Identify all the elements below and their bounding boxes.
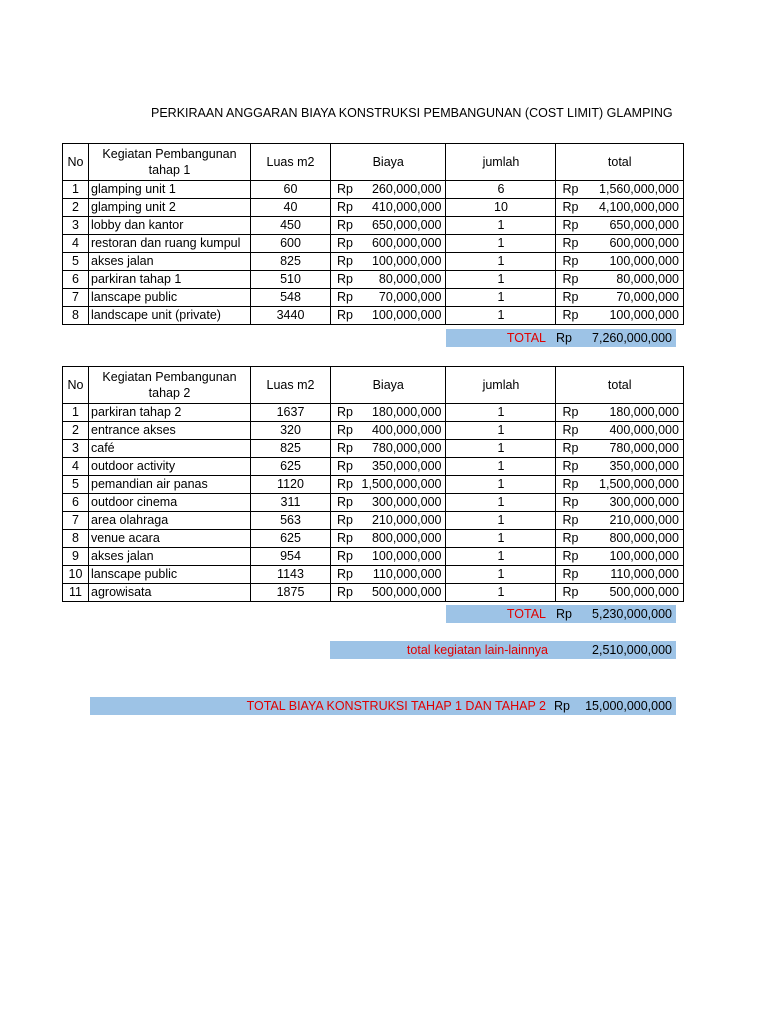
row-jumlah: 1 (446, 253, 556, 271)
row-no: 8 (63, 307, 89, 325)
table-row (63, 548, 684, 566)
row-biaya: 180,000,000 (355, 404, 446, 422)
row-no: 11 (63, 584, 89, 602)
row-biaya: 80,000,000 (355, 271, 446, 289)
row-biaya: 100,000,000 (355, 307, 446, 325)
header-kegiatan: Kegiatan Pembangunan tahap 1 (89, 144, 251, 181)
row-total-currency: Rp (556, 235, 580, 253)
row-total: 100,000,000 (580, 548, 683, 566)
row-biaya: 210,000,000 (355, 512, 446, 530)
row-total: 80,000,000 (580, 271, 683, 289)
header-kegiatan: Kegiatan Pembangunan tahap 2 (89, 367, 251, 404)
table-row (63, 584, 684, 602)
table-row (63, 404, 684, 422)
row-biaya: 1,500,000,000 (355, 476, 446, 494)
row-total: 100,000,000 (580, 253, 683, 271)
row-luas: 563 (251, 512, 331, 530)
row-kegiatan: lanscape public (89, 566, 251, 584)
row-kegiatan: glamping unit 2 (89, 199, 251, 217)
row-kegiatan: area olahraga (89, 512, 251, 530)
header-luas: Luas m2 (251, 367, 331, 404)
row-jumlah: 1 (446, 530, 556, 548)
row-biaya-currency: Rp (331, 253, 355, 271)
table-row (63, 458, 684, 476)
row-total: 1,560,000,000 (580, 181, 683, 199)
row-total-currency: Rp (556, 271, 580, 289)
grand-total-bar (90, 697, 676, 715)
row-no: 2 (63, 422, 89, 440)
row-no: 1 (63, 404, 89, 422)
table-row (63, 530, 684, 548)
row-total-currency: Rp (556, 458, 580, 476)
header-jumlah: jumlah (446, 144, 556, 181)
total-currency: Rp (556, 331, 572, 345)
table-row (63, 307, 684, 325)
row-kegiatan: akses jalan (89, 253, 251, 271)
row-biaya-currency: Rp (331, 217, 355, 235)
row-no: 7 (63, 289, 89, 307)
row-luas: 311 (251, 494, 331, 512)
row-jumlah: 6 (446, 181, 556, 199)
row-biaya: 400,000,000 (355, 422, 446, 440)
row-no: 5 (63, 253, 89, 271)
row-biaya: 300,000,000 (355, 494, 446, 512)
row-total-currency: Rp (556, 494, 580, 512)
row-jumlah: 1 (446, 566, 556, 584)
row-total: 110,000,000 (580, 566, 683, 584)
row-kegiatan: agrowisata (89, 584, 251, 602)
table-row (63, 271, 684, 289)
row-biaya: 70,000,000 (355, 289, 446, 307)
grand-total-value: 15,000,000,000 (585, 699, 672, 713)
header-luas: Luas m2 (251, 144, 331, 181)
total-value: 7,260,000,000 (592, 331, 672, 345)
row-no: 5 (63, 476, 89, 494)
grand-total-label: TOTAL BIAYA KONSTRUKSI TAHAP 1 DAN TAHAP 2 (246, 699, 546, 713)
row-no: 2 (63, 199, 89, 217)
row-jumlah: 10 (446, 199, 556, 217)
lain-lain-label: total kegiatan lain-lainnya (406, 643, 548, 657)
row-luas: 1875 (251, 584, 331, 602)
row-kegiatan: entrance akses (89, 422, 251, 440)
row-jumlah: 1 (446, 494, 556, 512)
header-no: No (63, 144, 89, 181)
total-currency: Rp (556, 607, 572, 621)
row-total: 70,000,000 (580, 289, 683, 307)
row-total-currency: Rp (556, 512, 580, 530)
row-luas: 320 (251, 422, 331, 440)
row-kegiatan: lanscape public (89, 289, 251, 307)
header-biaya: Biaya (331, 367, 446, 404)
lain-lain-value: 2,510,000,000 (592, 643, 672, 657)
row-biaya-currency: Rp (331, 307, 355, 325)
row-biaya-currency: Rp (331, 404, 355, 422)
row-total: 780,000,000 (580, 440, 683, 458)
row-jumlah: 1 (446, 458, 556, 476)
row-total: 650,000,000 (580, 217, 683, 235)
row-biaya: 100,000,000 (355, 253, 446, 271)
row-kegiatan: restoran dan ruang kumpul (89, 235, 251, 253)
row-kegiatan: glamping unit 1 (89, 181, 251, 199)
header-total: total (556, 144, 683, 181)
row-no: 8 (63, 530, 89, 548)
row-biaya-currency: Rp (331, 458, 355, 476)
row-no: 1 (63, 181, 89, 199)
row-biaya-currency: Rp (331, 181, 355, 199)
row-kegiatan: parkiran tahap 1 (89, 271, 251, 289)
row-biaya-currency: Rp (331, 235, 355, 253)
row-jumlah: 1 (446, 512, 556, 530)
row-jumlah: 1 (446, 422, 556, 440)
row-no: 3 (63, 217, 89, 235)
header-jumlah: jumlah (446, 367, 556, 404)
row-biaya-currency: Rp (331, 566, 355, 584)
row-total: 4,100,000,000 (580, 199, 683, 217)
total-bar-tahap-2 (446, 605, 676, 623)
row-total-currency: Rp (556, 566, 580, 584)
table-row (63, 476, 684, 494)
row-jumlah: 1 (446, 404, 556, 422)
row-total: 350,000,000 (580, 458, 683, 476)
table-row (63, 289, 684, 307)
row-total: 180,000,000 (580, 404, 683, 422)
row-total: 300,000,000 (580, 494, 683, 512)
row-biaya-currency: Rp (331, 530, 355, 548)
row-jumlah: 1 (446, 235, 556, 253)
table-row (63, 566, 684, 584)
table-row (63, 253, 684, 271)
row-biaya: 110,000,000 (355, 566, 446, 584)
row-luas: 1120 (251, 476, 331, 494)
row-jumlah: 1 (446, 271, 556, 289)
row-total-currency: Rp (556, 253, 580, 271)
row-biaya: 350,000,000 (355, 458, 446, 476)
row-biaya: 600,000,000 (355, 235, 446, 253)
total-label: TOTAL (506, 331, 546, 345)
table-row (63, 422, 684, 440)
row-total-currency: Rp (556, 440, 580, 458)
row-total-currency: Rp (556, 476, 580, 494)
row-luas: 625 (251, 530, 331, 548)
row-luas: 3440 (251, 307, 331, 325)
lain-lain-bar (330, 641, 676, 659)
row-biaya: 800,000,000 (355, 530, 446, 548)
table-header-row (63, 367, 684, 404)
row-biaya: 100,000,000 (355, 548, 446, 566)
row-jumlah: 1 (446, 440, 556, 458)
header-biaya: Biaya (331, 144, 446, 181)
table-row (63, 199, 684, 217)
row-kegiatan: pemandian air panas (89, 476, 251, 494)
row-luas: 954 (251, 548, 331, 566)
row-jumlah: 1 (446, 548, 556, 566)
row-kegiatan: venue acara (89, 530, 251, 548)
row-luas: 1143 (251, 566, 331, 584)
row-biaya: 780,000,000 (355, 440, 446, 458)
row-jumlah: 1 (446, 307, 556, 325)
row-biaya-currency: Rp (331, 289, 355, 307)
row-total: 210,000,000 (580, 512, 683, 530)
table-header-row (63, 144, 684, 181)
row-kegiatan: landscape unit (private) (89, 307, 251, 325)
row-jumlah: 1 (446, 217, 556, 235)
table-row (63, 217, 684, 235)
row-kegiatan: outdoor activity (89, 458, 251, 476)
row-total: 800,000,000 (580, 530, 683, 548)
header-no: No (63, 367, 89, 404)
row-luas: 60 (251, 181, 331, 199)
row-total: 600,000,000 (580, 235, 683, 253)
grand-total-currency: Rp (554, 699, 570, 713)
row-kegiatan: parkiran tahap 2 (89, 404, 251, 422)
row-kegiatan: akses jalan (89, 548, 251, 566)
row-no: 9 (63, 548, 89, 566)
row-no: 7 (63, 512, 89, 530)
row-total: 1,500,000,000 (580, 476, 683, 494)
row-biaya: 500,000,000 (355, 584, 446, 602)
row-biaya-currency: Rp (331, 512, 355, 530)
row-total-currency: Rp (556, 289, 580, 307)
document-title: PERKIRAAN ANGGARAN BIAYA KONSTRUKSI PEMBANGUNAN (COST LIMIT) GLAMPING (151, 106, 673, 120)
row-total-currency: Rp (556, 199, 580, 217)
row-biaya-currency: Rp (331, 199, 355, 217)
table-tahap-1 (62, 143, 684, 325)
row-biaya: 650,000,000 (355, 217, 446, 235)
row-luas: 825 (251, 253, 331, 271)
row-luas: 450 (251, 217, 331, 235)
table-row (63, 440, 684, 458)
total-value: 5,230,000,000 (592, 607, 672, 621)
table-tahap-2 (62, 366, 684, 602)
row-total: 100,000,000 (580, 307, 683, 325)
row-kegiatan: lobby dan kantor (89, 217, 251, 235)
row-biaya-currency: Rp (331, 440, 355, 458)
row-jumlah: 1 (446, 584, 556, 602)
total-bar-tahap-1 (446, 329, 676, 347)
row-biaya-currency: Rp (331, 584, 355, 602)
table-row (63, 235, 684, 253)
row-total-currency: Rp (556, 422, 580, 440)
row-total: 500,000,000 (580, 584, 683, 602)
row-luas: 600 (251, 235, 331, 253)
table-row (63, 181, 684, 199)
row-biaya-currency: Rp (331, 271, 355, 289)
row-jumlah: 1 (446, 289, 556, 307)
row-luas: 40 (251, 199, 331, 217)
row-biaya-currency: Rp (331, 422, 355, 440)
row-no: 10 (63, 566, 89, 584)
row-luas: 510 (251, 271, 331, 289)
row-luas: 625 (251, 458, 331, 476)
row-biaya: 410,000,000 (355, 199, 446, 217)
row-total: 400,000,000 (580, 422, 683, 440)
row-biaya-currency: Rp (331, 476, 355, 494)
table-row (63, 494, 684, 512)
row-luas: 1637 (251, 404, 331, 422)
row-no: 3 (63, 440, 89, 458)
row-total-currency: Rp (556, 530, 580, 548)
row-total-currency: Rp (556, 307, 580, 325)
total-label: TOTAL (506, 607, 546, 621)
row-luas: 548 (251, 289, 331, 307)
row-total-currency: Rp (556, 217, 580, 235)
row-biaya-currency: Rp (331, 548, 355, 566)
row-biaya-currency: Rp (331, 494, 355, 512)
header-total: total (556, 367, 683, 404)
row-no: 4 (63, 458, 89, 476)
table-row (63, 512, 684, 530)
row-no: 6 (63, 271, 89, 289)
row-no: 4 (63, 235, 89, 253)
row-kegiatan: outdoor cinema (89, 494, 251, 512)
row-biaya: 260,000,000 (355, 181, 446, 199)
row-total-currency: Rp (556, 404, 580, 422)
row-total-currency: Rp (556, 584, 580, 602)
row-total-currency: Rp (556, 548, 580, 566)
row-no: 6 (63, 494, 89, 512)
row-luas: 825 (251, 440, 331, 458)
row-jumlah: 1 (446, 476, 556, 494)
row-total-currency: Rp (556, 181, 580, 199)
row-kegiatan: café (89, 440, 251, 458)
